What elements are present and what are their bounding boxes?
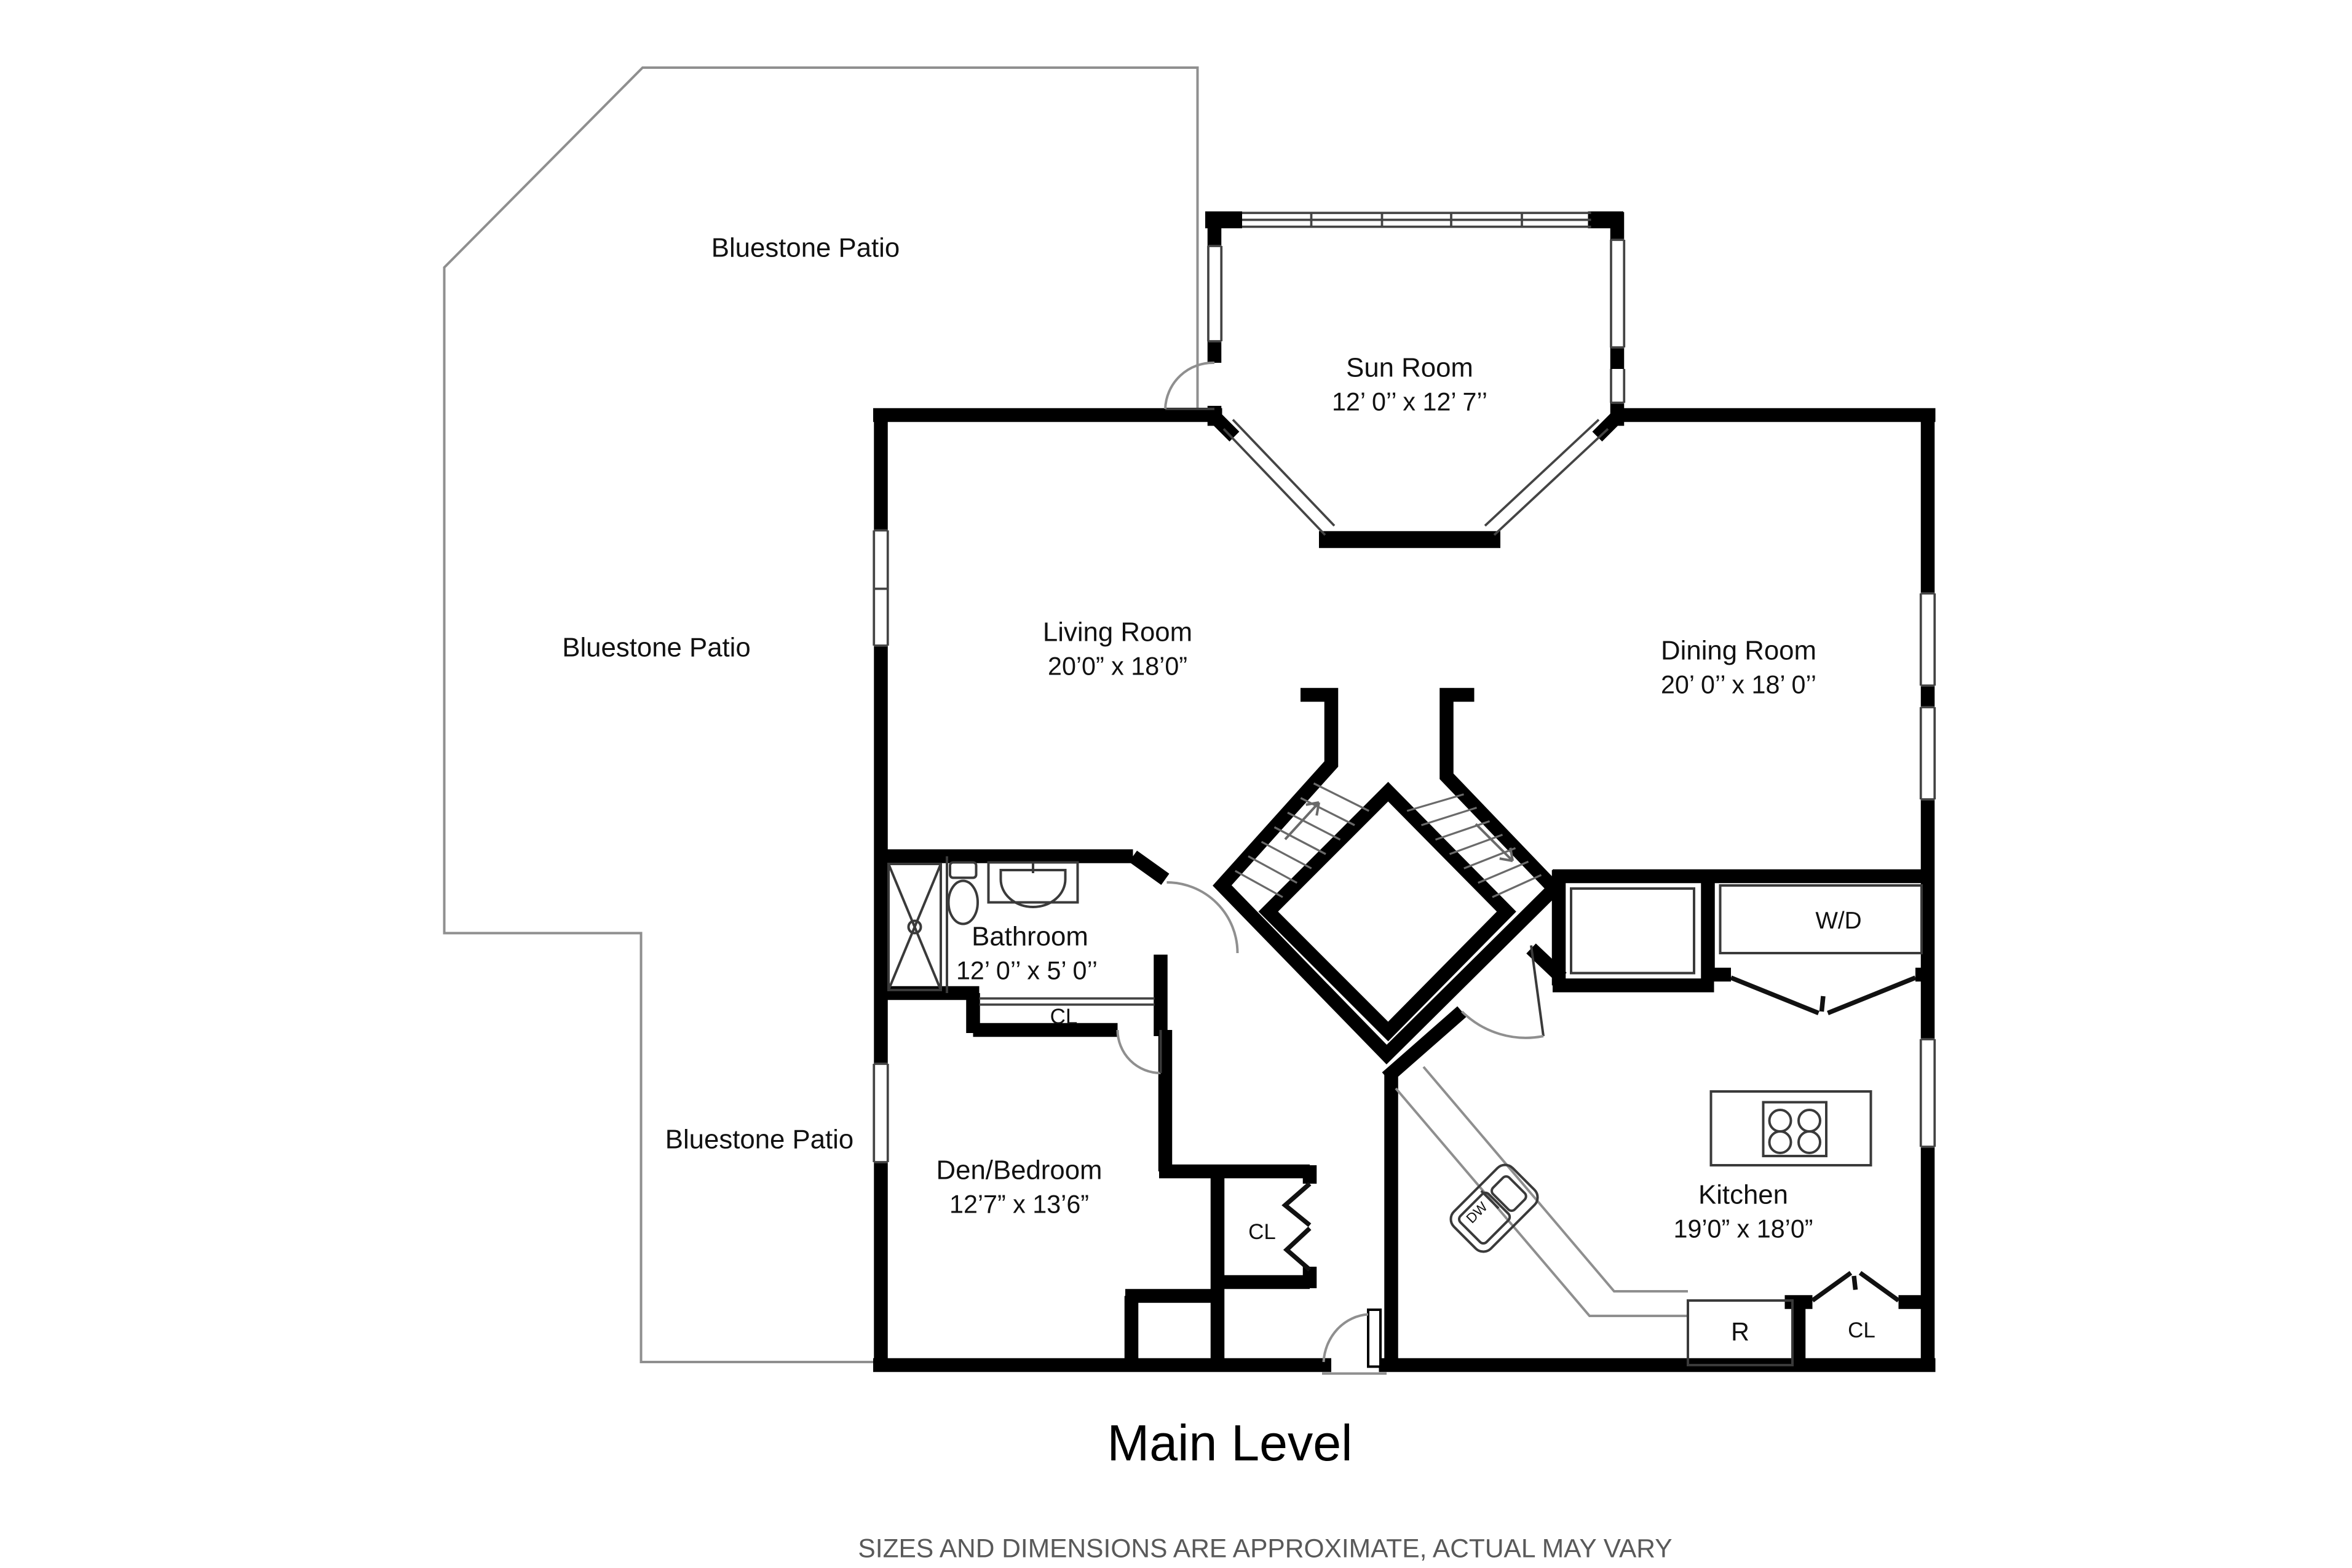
disclaimer-text: SIZES AND DIMENSIONS ARE APPROXIMATE, ACTUAL MAY VARY [858, 1534, 1673, 1564]
bathroom-closet [980, 999, 1155, 1005]
bathroom-label: Bathroom [972, 921, 1088, 952]
shower-icon [889, 864, 941, 990]
den-bedroom-dims: 12’7” x 13’6” [949, 1190, 1089, 1219]
staircase [1222, 695, 1554, 1055]
pantry-box [1571, 889, 1694, 973]
living-room-dims: 20’0” x 18’0” [1048, 652, 1187, 681]
sun-room-patio-door [1165, 363, 1214, 409]
window-dining-east-2 [1917, 707, 1939, 799]
bathroom-closet-label: CL [1050, 1005, 1078, 1029]
den-door [1118, 1030, 1161, 1073]
den-bedroom-label: Den/Bedroom [936, 1155, 1103, 1186]
wd-closet-bifold-icon [1731, 978, 1915, 1013]
dining-room-label: Dining Room [1661, 635, 1816, 666]
sun-room-bay-windows [1224, 420, 1608, 536]
hall-closet-bifold-icon [1285, 1184, 1310, 1270]
kitchen-island [1711, 1091, 1871, 1165]
sun-room-window-east [1611, 240, 1624, 403]
sink-icon [989, 863, 1078, 908]
sun-room-label: Sun Room [1346, 352, 1473, 383]
washer-dryer-label: W/D [1815, 908, 1862, 935]
window-kitchen-east [1917, 1039, 1939, 1147]
window-living-west [870, 531, 892, 646]
front-door [1322, 1310, 1387, 1374]
kitchen-dims: 19’0” x 18’0” [1673, 1214, 1813, 1243]
kitchen-closet-bifold-icon [1813, 1273, 1899, 1301]
sun-room-dims: 12’ 0’’ x 12’ 7’’ [1331, 387, 1488, 416]
refrigerator-label: R [1731, 1318, 1749, 1346]
patio-label-top: Bluestone Patio [711, 232, 900, 263]
toilet-icon [949, 863, 978, 924]
kitchen-counter-lines [1396, 1067, 1688, 1316]
window-den-west [870, 1064, 892, 1162]
hall-closet-label: CL [1248, 1220, 1276, 1244]
page-title: Main Level [1107, 1415, 1353, 1471]
dishwasher-label: DW [1463, 1198, 1491, 1227]
sun-room-window-band [1242, 213, 1591, 227]
kitchen-closet-label: CL [1848, 1318, 1875, 1342]
sun-room-window-west [1208, 246, 1221, 341]
bathroom-dims: 12’ 0’’ x 5’ 0’’ [956, 956, 1098, 985]
living-room-label: Living Room [1042, 617, 1193, 647]
dining-room-dims: 20’ 0’’ x 18’ 0’’ [1660, 670, 1817, 699]
kitchen-label: Kitchen [1698, 1179, 1788, 1210]
patio-label-bottom: Bluestone Patio [665, 1124, 854, 1155]
patio-label-middle: Bluestone Patio [562, 632, 751, 663]
den-walls [1125, 1030, 1310, 1365]
window-dining-east-1 [1917, 593, 1939, 686]
